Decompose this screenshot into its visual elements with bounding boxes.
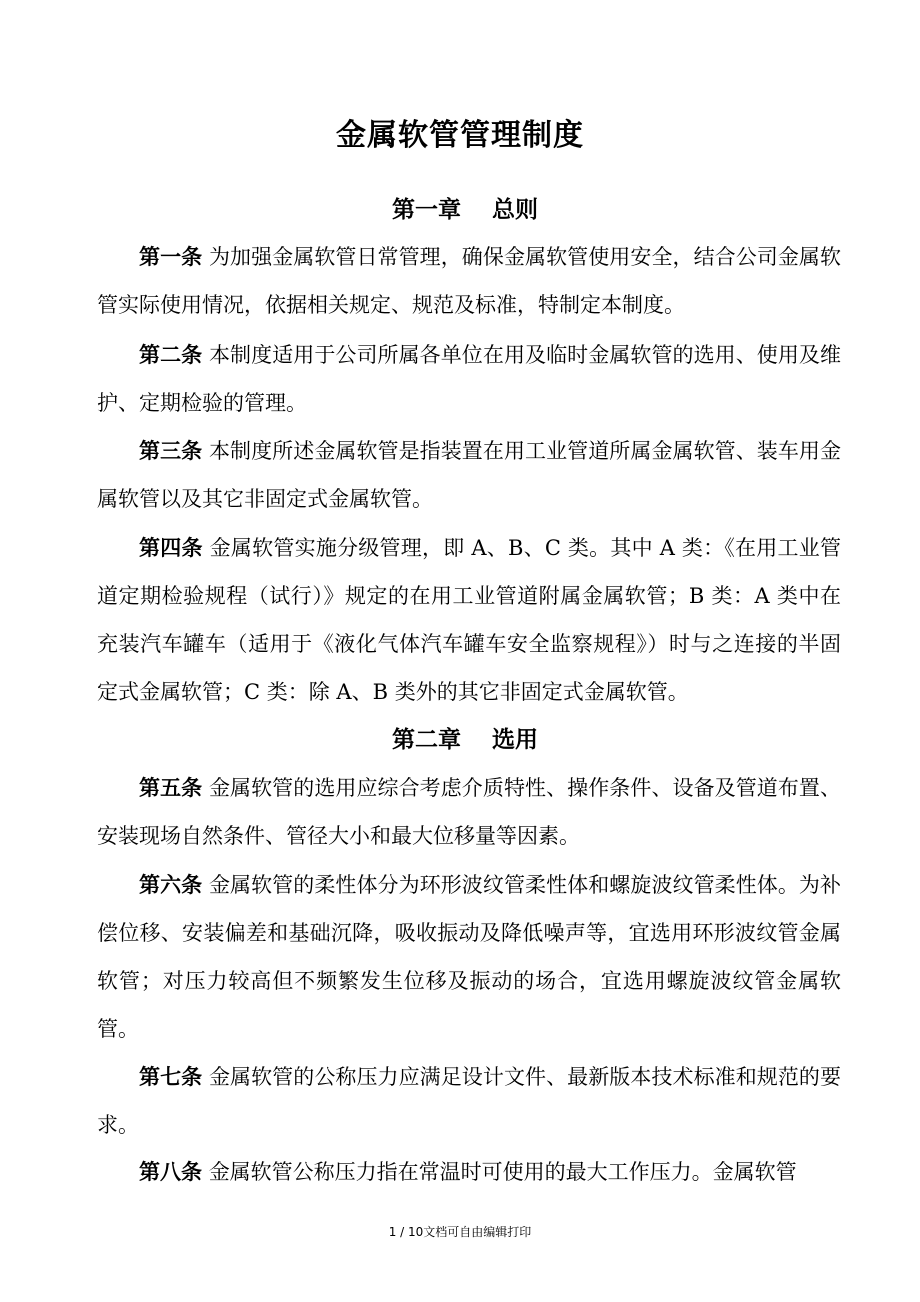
article-label: 第五条 bbox=[139, 775, 203, 800]
article-label: 第七条 bbox=[139, 1064, 203, 1089]
article-label: 第三条 bbox=[139, 438, 203, 463]
article-2 bbox=[97, 331, 841, 427]
article-6 bbox=[97, 861, 841, 1053]
article-text: 本制度所述金属软管是指装置在用工业管道所属金属软管、装车用金属软管以及其它非固定式金属软管。 bbox=[97, 439, 841, 511]
article-text: 本制度适用于公司所属各单位在用及临时金属软管的选用、使用及维护、定期检验的管理。 bbox=[97, 343, 841, 415]
article-7 bbox=[97, 1053, 841, 1149]
article-text: 金属软管的公称压力应满足设计文件、最新版本技术标准和规范的要求。 bbox=[97, 1065, 841, 1137]
chapter-heading-2: 第二章 选用 bbox=[391, 726, 538, 753]
page-footer: 1 / 10文档可自由编辑打印 bbox=[388, 1225, 532, 1239]
article-text: 金属软管公称压力指在常温时可使用的最大工作压力。金属软管 bbox=[208, 1160, 797, 1184]
article-text: 金属软管实施分级管理，即 A、B、C 类。其中 A 类：《在用工业管道定期检验规程（试行）》规定的在用工业管道附属金属软管；B 类：A 类中在充装汽车罐车（适用于《液化气体汽车罐车安全监察规程》）时与之连接的半固定式金属软管；C 类：除 A、B 类外的其它非固定式金属软管。 bbox=[97, 536, 842, 704]
article-label: 第八条 bbox=[139, 1159, 202, 1184]
article-4 bbox=[97, 524, 841, 716]
article-label: 第六条 bbox=[139, 872, 203, 897]
article-label: 第二条 bbox=[139, 342, 203, 367]
article-5 bbox=[97, 764, 841, 860]
article-3 bbox=[97, 427, 841, 523]
article-label: 第一条 bbox=[139, 244, 203, 269]
article-text: 金属软管的选用应综合考虑介质特性、操作条件、设备及管道布置、安装现场自然条件、管径大小和最大位移量等因素。 bbox=[97, 776, 841, 848]
document-title: 金属软管管理制度 bbox=[336, 118, 584, 153]
article-text: 金属软管的柔性体分为环形波纹管柔性体和螺旋波纹管柔性体。为补偿位移、安装偏差和基础沉降，吸收振动及降低噪声等，宜选用环形波纹管金属软管；对压力较高但不频繁发生位移及振动的场合，宜选用螺旋波纹管金属软管。 bbox=[97, 873, 841, 1041]
article-label: 第四条 bbox=[139, 535, 203, 560]
article-1 bbox=[97, 233, 841, 329]
chapter-heading-1: 第一章 总则 bbox=[391, 196, 538, 223]
article-text: 为加强金属软管日常管理，确保金属软管使用安全，结合公司金属软管实际使用情况，依据相关规定、规范及标准，特制定本制度。 bbox=[97, 245, 841, 317]
article-8 bbox=[97, 1148, 841, 1196]
